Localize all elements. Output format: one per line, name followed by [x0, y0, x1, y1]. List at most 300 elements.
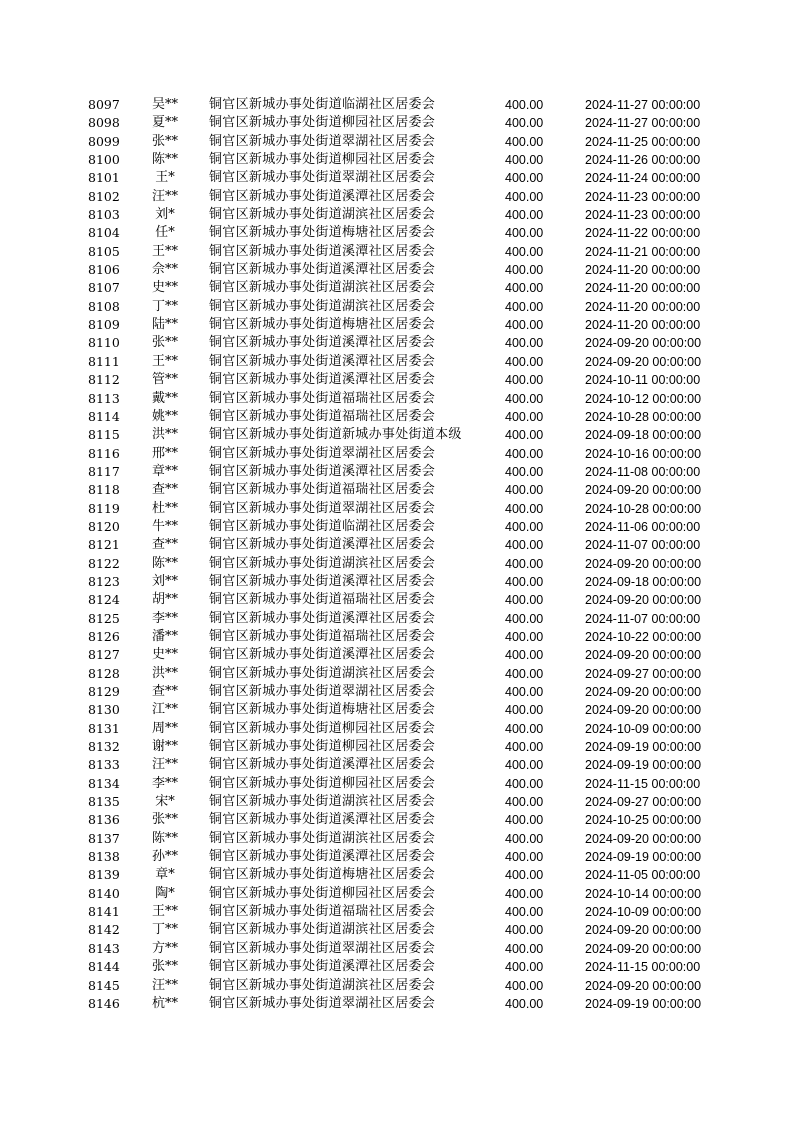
- record-id: 8141: [88, 904, 120, 920]
- record-id: 8112: [88, 372, 120, 388]
- record-id: 8143: [88, 940, 120, 956]
- organization: 铜官区新城办事处街道梅塘社区居委会: [209, 867, 436, 883]
- date-time: 2024-11-26 00:00:00: [585, 153, 701, 168]
- table-row: [0, 169, 793, 187]
- organization: 铜官区新城办事处街道柳园社区居委会: [209, 115, 436, 131]
- table-row: [0, 665, 793, 683]
- record-id: 8114: [88, 408, 120, 424]
- table-row: [0, 298, 793, 316]
- amount: 400.00: [505, 171, 544, 186]
- table-row: [0, 701, 793, 719]
- organization: 铜官区新城办事处街道溪潭社区居委会: [209, 849, 436, 865]
- table-row: [0, 224, 793, 242]
- date-time: 2024-11-21 00:00:00: [585, 244, 701, 259]
- record-id: 8122: [88, 555, 120, 571]
- amount: 400.00: [505, 813, 544, 828]
- person-name: 杭**: [151, 995, 178, 1011]
- date-time: 2024-11-20 00:00:00: [585, 281, 701, 296]
- organization: 铜官区新城办事处街道柳园社区居委会: [209, 152, 436, 168]
- date-time: 2024-10-14 00:00:00: [585, 886, 702, 901]
- amount: 400.00: [505, 996, 544, 1011]
- table-row: [0, 591, 793, 609]
- person-name: 章*: [155, 867, 175, 883]
- organization: 铜官区新城办事处街道柳园社区居委会: [209, 720, 436, 736]
- record-id: 8100: [88, 152, 120, 168]
- organization: 铜官区新城办事处街道福瑞社区居委会: [209, 408, 436, 424]
- table-row: [0, 628, 793, 646]
- organization: 铜官区新城办事处街道翠湖社区居委会: [209, 995, 436, 1011]
- person-name: 汪**: [151, 188, 178, 204]
- organization: 铜官区新城办事处街道湖滨社区居委会: [209, 794, 436, 810]
- organization: 铜官区新城办事处街道溪潭社区居委会: [209, 959, 436, 975]
- amount: 400.00: [505, 263, 544, 278]
- person-name: 牛**: [151, 518, 178, 534]
- person-name: 王**: [151, 243, 178, 259]
- amount: 400.00: [505, 428, 544, 443]
- person-name: 孙**: [151, 849, 178, 865]
- date-time: 2024-11-07 00:00:00: [585, 611, 701, 626]
- table-row: [0, 243, 793, 261]
- record-id: 8101: [88, 170, 120, 186]
- record-id: 8116: [88, 445, 120, 461]
- organization: 铜官区新城办事处街道翠湖社区居委会: [209, 445, 436, 461]
- date-time: 2024-11-05 00:00:00: [585, 868, 701, 883]
- date-time: 2024-09-20 00:00:00: [585, 941, 702, 956]
- person-name: 胡**: [151, 592, 178, 608]
- table-row: [0, 866, 793, 884]
- date-time: 2024-09-27 00:00:00: [585, 795, 702, 810]
- record-id: 8126: [88, 628, 120, 644]
- person-name: 宋*: [155, 794, 175, 810]
- date-time: 2024-11-08 00:00:00: [585, 464, 701, 479]
- table-row: [0, 316, 793, 334]
- date-time: 2024-10-28 00:00:00: [585, 501, 702, 516]
- date-time: 2024-09-20 00:00:00: [585, 703, 702, 718]
- table-row: [0, 977, 793, 995]
- record-id: 8134: [88, 775, 120, 791]
- amount: 400.00: [505, 905, 544, 920]
- person-name: 管**: [151, 372, 178, 388]
- record-id: 8139: [88, 867, 120, 883]
- table-row: [0, 279, 793, 297]
- organization: 铜官区新城办事处街道溪潭社区居委会: [209, 335, 436, 351]
- organization: 铜官区新城办事处街道溪潭社区居委会: [209, 262, 436, 278]
- table-row: [0, 481, 793, 499]
- organization: 铜官区新城办事处街道临湖社区居委会: [209, 97, 436, 112]
- amount: 400.00: [505, 758, 544, 773]
- table-row: [0, 995, 793, 1013]
- organization: 铜官区新城办事处街道溪潭社区居委会: [209, 573, 436, 589]
- organization: 铜官区新城办事处街道湖滨社区居委会: [209, 555, 436, 571]
- amount: 400.00: [505, 299, 544, 314]
- table-row: [0, 885, 793, 903]
- organization: 铜官区新城办事处街道福瑞社区居委会: [209, 592, 436, 608]
- record-id: 8132: [88, 739, 120, 755]
- date-time: 2024-11-27 00:00:00: [585, 98, 701, 112]
- table-row: [0, 903, 793, 921]
- record-id: 8127: [88, 647, 120, 663]
- organization: 铜官区新城办事处街道溪潭社区居委会: [209, 812, 436, 828]
- person-name: 谢**: [151, 739, 178, 755]
- table-row: [0, 738, 793, 756]
- date-time: 2024-09-19 00:00:00: [585, 758, 702, 773]
- organization: 铜官区新城办事处街道湖滨社区居委会: [209, 207, 436, 223]
- date-time: 2024-10-28 00:00:00: [585, 409, 702, 424]
- person-name: 史**: [151, 280, 178, 296]
- table-row: [0, 206, 793, 224]
- record-id: 8129: [88, 684, 120, 699]
- organization: 铜官区新城办事处街道福瑞社区居委会: [209, 628, 436, 644]
- amount: 400.00: [505, 281, 544, 296]
- amount: 400.00: [505, 648, 544, 663]
- organization: 铜官区新城办事处街道溪潭社区居委会: [209, 537, 436, 553]
- date-time: 2024-11-06 00:00:00: [585, 519, 701, 534]
- date-time: 2024-09-20 00:00:00: [585, 483, 702, 498]
- person-name: 周**: [151, 720, 178, 736]
- person-name: 刘**: [151, 573, 178, 589]
- person-name: 邢**: [151, 445, 178, 461]
- record-id: 8117: [88, 463, 120, 479]
- amount: 400.00: [505, 519, 544, 534]
- records-table: [0, 96, 793, 1013]
- date-time: 2024-10-22 00:00:00: [585, 629, 702, 644]
- table-row: [0, 188, 793, 206]
- person-name: 陆**: [151, 317, 178, 333]
- record-id: 8144: [88, 959, 120, 975]
- person-name: 方**: [151, 940, 178, 956]
- person-name: 洪**: [151, 665, 178, 681]
- organization: 铜官区新城办事处街道湖滨社区居委会: [209, 298, 436, 314]
- person-name: 王**: [151, 904, 178, 920]
- organization: 铜官区新城办事处街道新城办事处街道本级: [209, 427, 462, 443]
- table-row: [0, 371, 793, 389]
- amount: 400.00: [505, 776, 544, 791]
- amount: 400.00: [505, 391, 544, 406]
- person-name: 章**: [151, 463, 178, 479]
- record-id: 8119: [88, 500, 120, 516]
- date-time: 2024-10-11 00:00:00: [585, 373, 701, 388]
- amount: 400.00: [505, 409, 544, 424]
- amount: 400.00: [505, 960, 544, 975]
- date-time: 2024-11-23 00:00:00: [585, 189, 701, 204]
- date-time: 2024-11-07 00:00:00: [585, 538, 701, 553]
- date-time: 2024-11-24 00:00:00: [585, 171, 701, 186]
- record-id: 8098: [88, 115, 120, 131]
- record-id: 8107: [88, 280, 120, 296]
- record-id: 8131: [88, 720, 120, 736]
- person-name: 丁**: [151, 922, 178, 938]
- amount: 400.00: [505, 354, 544, 369]
- date-time: 2024-09-20 00:00:00: [585, 978, 702, 993]
- amount: 400.00: [505, 795, 544, 810]
- organization: 铜官区新城办事处街道翠湖社区居委会: [209, 684, 436, 699]
- organization: 铜官区新城办事处街道翠湖社区居委会: [209, 133, 436, 149]
- amount: 400.00: [505, 886, 544, 901]
- amount: 400.00: [505, 501, 544, 516]
- amount: 400.00: [505, 336, 544, 351]
- table-row: [0, 334, 793, 352]
- person-name: 潘**: [151, 628, 178, 644]
- record-id: 8110: [88, 335, 120, 351]
- organization: 铜官区新城办事处街道翠湖社区居委会: [209, 170, 436, 186]
- organization: 铜官区新城办事处街道湖滨社区居委会: [209, 665, 436, 681]
- person-name: 史**: [151, 647, 178, 663]
- amount: 400.00: [505, 244, 544, 259]
- date-time: 2024-10-25 00:00:00: [585, 813, 702, 828]
- organization: 铜官区新城办事处街道福瑞社区居委会: [209, 390, 436, 406]
- record-id: 8121: [88, 537, 120, 553]
- date-time: 2024-11-20 00:00:00: [585, 263, 701, 278]
- record-id: 8140: [88, 885, 120, 901]
- amount: 400.00: [505, 611, 544, 626]
- organization: 铜官区新城办事处街道梅塘社区居委会: [209, 225, 436, 241]
- table-row: [0, 756, 793, 774]
- date-time: 2024-11-15 00:00:00: [585, 776, 701, 791]
- record-id: 8125: [88, 610, 120, 626]
- organization: 铜官区新城办事处街道临湖社区居委会: [209, 518, 436, 534]
- person-name: 汪**: [151, 757, 178, 773]
- person-name: 丁**: [151, 298, 178, 314]
- person-name: 陈**: [151, 555, 178, 571]
- amount: 400.00: [505, 721, 544, 736]
- date-time: 2024-10-09 00:00:00: [585, 905, 702, 920]
- table-row: [0, 500, 793, 518]
- record-id: 8128: [88, 665, 120, 681]
- date-time: 2024-09-19 00:00:00: [585, 740, 702, 755]
- amount: 400.00: [505, 134, 544, 149]
- table-row: [0, 261, 793, 279]
- record-id: 8120: [88, 518, 120, 534]
- amount: 400.00: [505, 446, 544, 461]
- organization: 铜官区新城办事处街道湖滨社区居委会: [209, 977, 436, 993]
- record-id: 8118: [88, 482, 120, 498]
- organization: 铜官区新城办事处街道福瑞社区居委会: [209, 482, 436, 498]
- record-id: 8115: [88, 427, 120, 443]
- table-row: [0, 940, 793, 958]
- organization: 铜官区新城办事处街道柳园社区居委会: [209, 885, 436, 901]
- person-name: 陈**: [151, 152, 178, 168]
- amount: 400.00: [505, 373, 544, 388]
- table-row: [0, 96, 793, 114]
- organization: 铜官区新城办事处街道柳园社区居委会: [209, 739, 436, 755]
- date-time: 2024-09-20 00:00:00: [585, 556, 702, 571]
- table-row: [0, 151, 793, 169]
- table-row: [0, 683, 793, 701]
- person-name: 张**: [151, 959, 178, 975]
- amount: 400.00: [505, 556, 544, 571]
- person-name: 江**: [151, 702, 178, 718]
- date-time: 2024-11-20 00:00:00: [585, 299, 701, 314]
- amount: 400.00: [505, 98, 544, 112]
- date-time: 2024-09-20 00:00:00: [585, 354, 702, 369]
- table-row: [0, 555, 793, 573]
- amount: 400.00: [505, 850, 544, 865]
- date-time: 2024-09-20 00:00:00: [585, 593, 702, 608]
- record-id: 8136: [88, 812, 120, 828]
- amount: 400.00: [505, 189, 544, 204]
- amount: 400.00: [505, 464, 544, 479]
- person-name: 张**: [151, 812, 178, 828]
- person-name: 佘**: [151, 262, 178, 278]
- date-time: 2024-09-20 00:00:00: [585, 685, 702, 699]
- date-time: 2024-10-12 00:00:00: [585, 391, 702, 406]
- record-id: 8124: [88, 592, 120, 608]
- person-name: 夏**: [151, 115, 178, 131]
- amount: 400.00: [505, 868, 544, 883]
- person-name: 汪**: [151, 977, 178, 993]
- date-time: 2024-09-27 00:00:00: [585, 666, 702, 681]
- record-id: 8097: [88, 97, 120, 112]
- organization: 铜官区新城办事处街道梅塘社区居委会: [209, 702, 436, 718]
- record-id: 8103: [88, 207, 120, 223]
- organization: 铜官区新城办事处街道溪潭社区居委会: [209, 188, 436, 204]
- organization: 铜官区新城办事处街道溪潭社区居委会: [209, 353, 436, 369]
- table-row: [0, 830, 793, 848]
- table-row: [0, 114, 793, 132]
- organization: 铜官区新城办事处街道湖滨社区居委会: [209, 280, 436, 296]
- record-id: 8104: [88, 225, 120, 241]
- record-id: 8099: [88, 133, 120, 149]
- amount: 400.00: [505, 153, 544, 168]
- record-id: 8123: [88, 573, 120, 589]
- person-name: 刘*: [155, 207, 175, 223]
- record-id: 8146: [88, 995, 120, 1011]
- organization: 铜官区新城办事处街道翠湖社区居委会: [209, 500, 436, 516]
- person-name: 吴**: [151, 97, 178, 112]
- organization: 铜官区新城办事处街道柳园社区居委会: [209, 775, 436, 791]
- record-id: 8105: [88, 243, 120, 259]
- record-id: 8133: [88, 757, 120, 773]
- date-time: 2024-10-16 00:00:00: [585, 446, 702, 461]
- amount: 400.00: [505, 226, 544, 241]
- person-name: 杜**: [151, 500, 178, 516]
- table-row: [0, 536, 793, 554]
- amount: 400.00: [505, 538, 544, 553]
- date-time: 2024-09-18 00:00:00: [585, 574, 702, 589]
- amount: 400.00: [505, 318, 544, 333]
- person-name: 戴**: [151, 390, 178, 406]
- person-name: 陶*: [155, 885, 175, 901]
- amount: 400.00: [505, 941, 544, 956]
- record-id: 8145: [88, 977, 120, 993]
- person-name: 查**: [151, 537, 178, 553]
- person-name: 查**: [151, 684, 178, 699]
- table-row: [0, 958, 793, 976]
- organization: 铜官区新城办事处街道溪潭社区居委会: [209, 372, 436, 388]
- person-name: 张**: [151, 335, 178, 351]
- date-time: 2024-09-20 00:00:00: [585, 831, 702, 846]
- date-time: 2024-11-20 00:00:00: [585, 318, 701, 333]
- table-row: [0, 848, 793, 866]
- table-row: [0, 133, 793, 151]
- amount: 400.00: [505, 629, 544, 644]
- table-row: [0, 775, 793, 793]
- date-time: 2024-09-20 00:00:00: [585, 923, 702, 938]
- record-id: 8138: [88, 849, 120, 865]
- amount: 400.00: [505, 593, 544, 608]
- table-row: [0, 445, 793, 463]
- amount: 400.00: [505, 574, 544, 589]
- table-row: [0, 390, 793, 408]
- date-time: 2024-11-22 00:00:00: [585, 226, 701, 241]
- record-id: 8142: [88, 922, 120, 938]
- organization: 铜官区新城办事处街道溪潭社区居委会: [209, 647, 436, 663]
- date-time: 2024-09-19 00:00:00: [585, 996, 702, 1011]
- person-name: 王**: [151, 353, 178, 369]
- person-name: 李**: [151, 775, 178, 791]
- table-row: [0, 921, 793, 939]
- record-id: 8102: [88, 188, 120, 204]
- organization: 铜官区新城办事处街道翠湖社区居委会: [209, 940, 436, 956]
- organization: 铜官区新城办事处街道溪潭社区居委会: [209, 757, 436, 773]
- table-row: [0, 610, 793, 628]
- record-id: 8108: [88, 298, 120, 314]
- table-row: [0, 646, 793, 664]
- amount: 400.00: [505, 978, 544, 993]
- amount: 400.00: [505, 831, 544, 846]
- record-id: 8135: [88, 794, 120, 810]
- organization: 铜官区新城办事处街道溪潭社区居委会: [209, 243, 436, 259]
- table-row: [0, 408, 793, 426]
- date-time: 2024-11-15 00:00:00: [585, 960, 701, 975]
- amount: 400.00: [505, 685, 544, 699]
- person-name: 洪**: [151, 427, 178, 443]
- organization: 铜官区新城办事处街道湖滨社区居委会: [209, 830, 436, 846]
- record-id: 8109: [88, 317, 120, 333]
- person-name: 姚**: [151, 408, 178, 424]
- amount: 400.00: [505, 208, 544, 223]
- record-id: 8113: [88, 390, 120, 406]
- amount: 400.00: [505, 116, 544, 131]
- organization: 铜官区新城办事处街道湖滨社区居委会: [209, 922, 436, 938]
- table-row: [0, 811, 793, 829]
- amount: 400.00: [505, 923, 544, 938]
- amount: 400.00: [505, 666, 544, 681]
- table-row: [0, 463, 793, 481]
- table-row: [0, 353, 793, 371]
- person-name: 张**: [151, 133, 178, 149]
- date-time: 2024-09-19 00:00:00: [585, 850, 702, 865]
- date-time: 2024-09-20 00:00:00: [585, 648, 702, 663]
- date-time: 2024-09-20 00:00:00: [585, 336, 702, 351]
- date-time: 2024-10-09 00:00:00: [585, 721, 702, 736]
- record-id: 8106: [88, 262, 120, 278]
- table-row: [0, 720, 793, 738]
- amount: 400.00: [505, 740, 544, 755]
- record-id: 8137: [88, 830, 120, 846]
- date-time: 2024-11-27 00:00:00: [585, 116, 701, 131]
- record-id: 8130: [88, 702, 120, 718]
- date-time: 2024-11-25 00:00:00: [585, 134, 701, 149]
- table-row: [0, 793, 793, 811]
- person-name: 任*: [155, 225, 175, 241]
- amount: 400.00: [505, 483, 544, 498]
- person-name: 陈**: [151, 830, 178, 846]
- person-name: 李**: [151, 610, 178, 626]
- record-id: 8111: [88, 353, 120, 369]
- date-time: 2024-09-18 00:00:00: [585, 428, 702, 443]
- table-row: [0, 518, 793, 536]
- organization: 铜官区新城办事处街道溪潭社区居委会: [209, 463, 436, 479]
- person-name: 查**: [151, 482, 178, 498]
- date-time: 2024-11-23 00:00:00: [585, 208, 701, 223]
- organization: 铜官区新城办事处街道梅塘社区居委会: [209, 317, 436, 333]
- table-row: [0, 573, 793, 591]
- table-row: [0, 426, 793, 444]
- organization: 铜官区新城办事处街道福瑞社区居委会: [209, 904, 436, 920]
- person-name: 王*: [155, 170, 175, 186]
- organization: 铜官区新城办事处街道溪潭社区居委会: [209, 610, 436, 626]
